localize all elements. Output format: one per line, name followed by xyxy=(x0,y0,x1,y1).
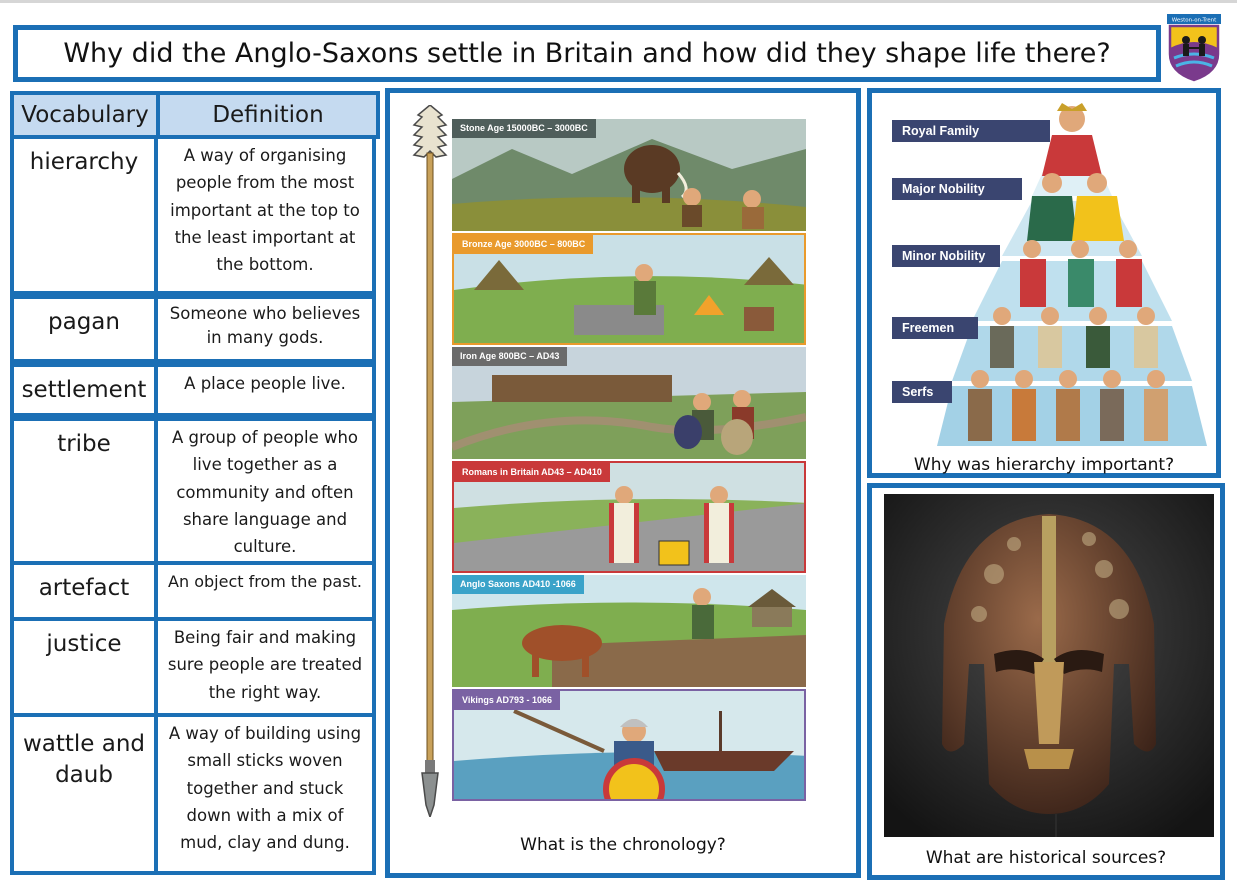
timeline-period-vikings xyxy=(452,689,806,801)
definition-header: Definition xyxy=(156,91,380,139)
timeline-period-romans xyxy=(452,461,806,573)
period-label: Iron Age 800BC – AD43 xyxy=(452,347,567,366)
hierarchy-level-serfs: Serfs xyxy=(892,381,952,403)
vocab-word: tribe xyxy=(10,417,158,565)
hierarchy-level-freemen: Freemen xyxy=(892,317,978,339)
vocab-definition: A way of building using small sticks woven together and stuck down with a mix of mud, clay and dung. xyxy=(154,713,376,875)
vocab-row-settlement xyxy=(10,363,380,417)
timeline-period-anglo-saxons xyxy=(452,575,806,687)
timeline-period-iron-age xyxy=(452,347,806,459)
period-label: Bronze Age 3000BC – 800BC xyxy=(454,235,593,254)
vocab-row-artefact xyxy=(10,561,380,621)
top-divider xyxy=(0,0,1237,3)
vocab-definition: Someone who believes in many gods. xyxy=(154,295,376,363)
vocab-definition: Being fair and making sure people are treated the right way. xyxy=(154,617,376,717)
spear-timeline-image xyxy=(410,105,450,817)
vocab-word: wattle and daub xyxy=(10,713,158,875)
timeline-period-stone-age xyxy=(452,119,806,231)
vocab-row-tribe xyxy=(10,417,380,565)
hierarchy-caption: Why was hierarchy important? xyxy=(913,455,1175,475)
vocab-definition: A place people live. xyxy=(154,363,376,417)
vocabulary-header: Vocabulary xyxy=(10,91,160,139)
hierarchy-panel xyxy=(867,88,1221,478)
vocabulary-header-row xyxy=(10,91,380,139)
helmet-artefact-image xyxy=(884,494,1214,837)
vocab-word: settlement xyxy=(10,363,158,417)
period-label: Vikings AD793 - 1066 xyxy=(454,691,560,710)
sources-caption: What are historical sources? xyxy=(925,848,1167,868)
vocab-definition: A group of people who live together as a community and often share language and culture. xyxy=(154,417,376,565)
hierarchy-level-royal-family: Royal Family xyxy=(892,120,1050,142)
vocab-row-justice xyxy=(10,617,380,717)
period-label: Anglo Saxons AD410 -1066 xyxy=(452,575,584,594)
timeline-period-bronze-age xyxy=(452,233,806,345)
logo-text: Weston-on-Trent xyxy=(1171,17,1217,24)
period-label: Stone Age 15000BC – 3000BC xyxy=(452,119,596,138)
vocab-row-wattle-and-daub xyxy=(10,713,380,875)
vocab-word: artefact xyxy=(10,561,158,621)
vocab-word: justice xyxy=(10,617,158,717)
vocab-word: hierarchy xyxy=(10,135,158,295)
school-logo xyxy=(1166,14,1222,82)
vocab-word: pagan xyxy=(10,295,158,363)
vocab-row-hierarchy xyxy=(10,135,380,295)
vocab-definition: An object from the past. xyxy=(154,561,376,621)
hierarchy-level-major-nobility: Major Nobility xyxy=(892,178,1022,200)
period-label: Romans in Britain AD43 – AD410 xyxy=(454,463,610,482)
chronology-caption: What is the chronology? xyxy=(520,835,726,855)
sources-panel xyxy=(867,483,1225,880)
vocab-definition: A way of organising people from the most important at the top to the least important at the bottom. xyxy=(154,135,376,295)
hierarchy-level-minor-nobility: Minor Nobility xyxy=(892,245,1000,267)
vocab-row-pagan xyxy=(10,295,380,363)
title-box xyxy=(13,25,1161,82)
page-title: Why did the Anglo-Saxons settle in Britain and how did they shape life there? xyxy=(63,38,1111,69)
chronology-panel xyxy=(385,88,861,878)
